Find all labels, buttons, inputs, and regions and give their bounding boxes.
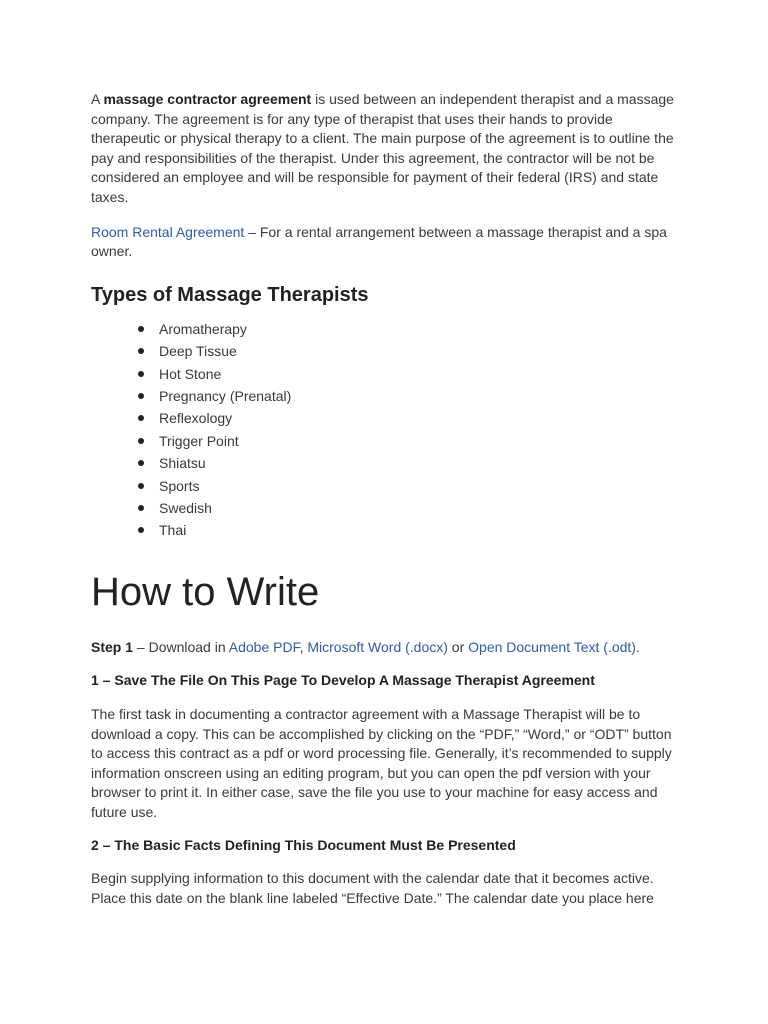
list-item: Deep Tissue xyxy=(91,340,691,362)
list-item: Trigger Point xyxy=(91,430,691,452)
bullet-icon xyxy=(138,393,144,399)
types-list xyxy=(91,318,691,542)
room-rental-paragraph: Room Rental Agreement – For a rental arrangement between a massage therapist and a spa owner. xyxy=(91,223,667,260)
section2-paragraph: Begin supplying information to this document with the calendar date that it becomes active. Place this date on the blank line labeled “Effective Date.” The calendar date you place here xyxy=(91,870,654,906)
intro-bold-term: massage contractor agreement xyxy=(103,91,312,107)
pdf-link[interactable]: Adobe PDF xyxy=(228,638,300,655)
section1-heading: 1 – Save The File On This Page To Develop A Massage Therapist Agreement xyxy=(91,672,595,689)
room-rental-link[interactable]: Room Rental Agreement xyxy=(91,223,245,240)
bullet-icon xyxy=(138,415,144,421)
bullet-icon xyxy=(138,438,144,444)
list-item: Shiatsu xyxy=(91,452,691,474)
types-heading: Types of Massage Therapists xyxy=(91,283,369,306)
bullet-icon xyxy=(138,505,144,511)
word-link[interactable]: Microsoft Word (.docx) xyxy=(307,638,448,655)
list-item: Reflexology xyxy=(91,407,691,429)
section2-heading: 2 – The Basic Facts Defining This Document Must Be Presented xyxy=(91,836,516,853)
how-to-heading: How to Write xyxy=(91,569,320,614)
bullet-icon xyxy=(138,460,144,466)
step1-label: Step 1 xyxy=(91,638,134,655)
list-item: Aromatherapy xyxy=(91,318,691,340)
bullet-icon xyxy=(138,371,144,377)
bullet-icon xyxy=(138,527,144,533)
list-item: Hot Stone xyxy=(91,363,691,385)
bullet-icon xyxy=(138,348,144,354)
step1-paragraph: Step 1 – Download in Adobe PDF, Microsoft Word (.docx) or Open Document Text (.odt). xyxy=(91,638,640,655)
bullet-icon xyxy=(138,326,144,332)
list-item: Sports xyxy=(91,475,691,497)
odt-link[interactable]: Open Document Text (.odt) xyxy=(468,638,636,655)
bullet-icon xyxy=(138,483,144,489)
section1-paragraph: The first task in documenting a contractor agreement with a Massage Therapist will be to download a copy. This can be accomplished by clicking on the “PDF,” “Word,” or “ODT” button to access this contract as a pdf or word processing file. Generally, it’s recommended to supply information onscreen using an editing program, but you can open the pdf version with your browser to print it. In either case, save the file you use to your machine for easy access and future use. xyxy=(91,706,672,820)
list-item: Pregnancy (Prenatal) xyxy=(91,385,691,407)
document-page xyxy=(91,90,691,908)
intro-paragraph: A massage contractor agreement is used between an independent therapist and a massage company. The agreement is for any type of therapist that uses their hands to provide therapeutic or physical therapy to a client. The main purpose of the agreement is to outline the pay and responsibilities of the therapist. Under this agreement, the contractor will be not be considered an employee and will be responsible for payment of their federal (IRS) and state taxes. xyxy=(91,91,674,205)
list-item: Thai xyxy=(91,519,691,541)
list-item: Swedish xyxy=(91,497,691,519)
